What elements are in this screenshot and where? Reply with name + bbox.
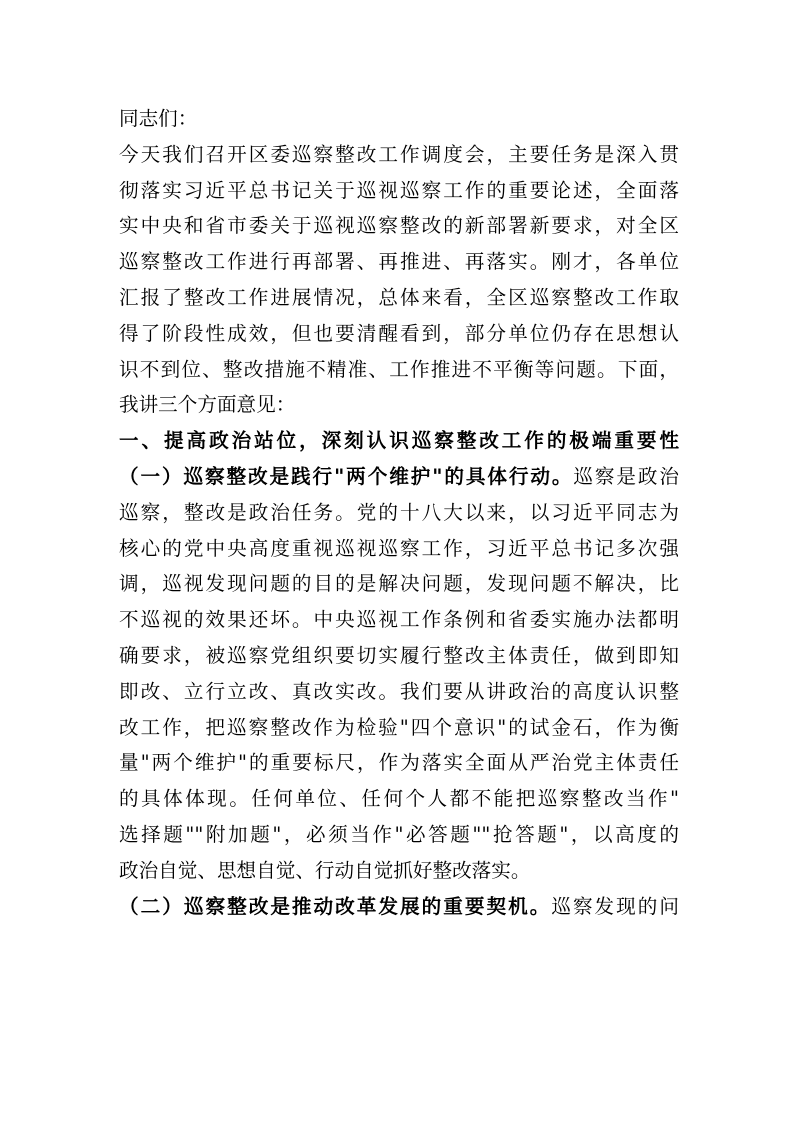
subsection-2-first-line <box>119 889 679 925</box>
document-page <box>119 101 679 924</box>
subsection-1-text-start: 巡察是政治 <box>573 464 679 488</box>
intro-line: 今天我们召开区委巡察整改工作调度会，主要任务是深入贯 <box>119 142 679 166</box>
intro-line: 识不到位、整改措施不精准、工作推进不平衡等问题。下面， <box>119 357 679 381</box>
body-line: 量"两个维护"的重要标尺，作为落实全面从严治党主体责任 <box>119 751 679 775</box>
section-heading-1: 一、提高政治站位，深刻认识巡察整改工作的极端重要性 <box>119 429 679 453</box>
body-line: 的具体体现。任何单位、任何个人都不能把巡察整改当作" <box>119 787 679 811</box>
body-line: 不巡视的效果还坏。中央巡视工作条例和省委实施办法都明 <box>119 608 679 632</box>
subsection-2-heading: （二）巡察整改是推动改革发展的重要契机。 <box>119 894 552 918</box>
subsection-1-first-line <box>119 459 679 495</box>
subsection-2-text-start: 巡察发现的问 <box>551 894 680 918</box>
body-line: 确要求，被巡察党组织要切实履行整改主体责任，做到即知 <box>119 643 679 667</box>
salutation: 同志们： <box>119 107 198 130</box>
body-line: 改工作，把巡察整改作为检验"四个意识"的试金石，作为衡 <box>119 715 679 739</box>
intro-line: 实中央和省市委关于巡视巡察整改的新部署新要求，对全区 <box>119 214 679 238</box>
body-line: 核心的党中央高度重视巡视巡察工作，习近平总书记多次强 <box>119 536 679 560</box>
body-line: 调，巡视发现问题的目的是解决问题，发现问题不解决，比 <box>119 572 679 596</box>
body-line: 即改、立行立改、真改实改。我们要从讲政治的高度认识整 <box>119 679 679 703</box>
body-line: 政治自觉、思想自觉、行动自觉抓好整改落实。 <box>119 858 531 882</box>
intro-line: 得了阶段性成效，但也要清醒看到，部分单位仍存在思想认 <box>119 321 679 345</box>
body-line: 巡察，整改是政治任务。党的十八大以来，以习近平同志为 <box>119 500 679 524</box>
intro-line: 我讲三个方面意见： <box>119 393 296 417</box>
subsection-1-heading: （一）巡察整改是践行"两个维护"的具体行动。 <box>119 464 574 488</box>
body-line: 选择题""附加题"，必须当作"必答题""抢答题"，以高度的 <box>119 822 679 846</box>
intro-line: 巡察整改工作进行再部署、再推进、再落实。刚才，各单位 <box>119 250 679 274</box>
intro-line: 汇报了整改工作进展情况，总体来看，全区巡察整改工作取 <box>119 285 679 309</box>
intro-line: 彻落实习近平总书记关于巡视巡察工作的重要论述，全面落 <box>119 178 679 202</box>
